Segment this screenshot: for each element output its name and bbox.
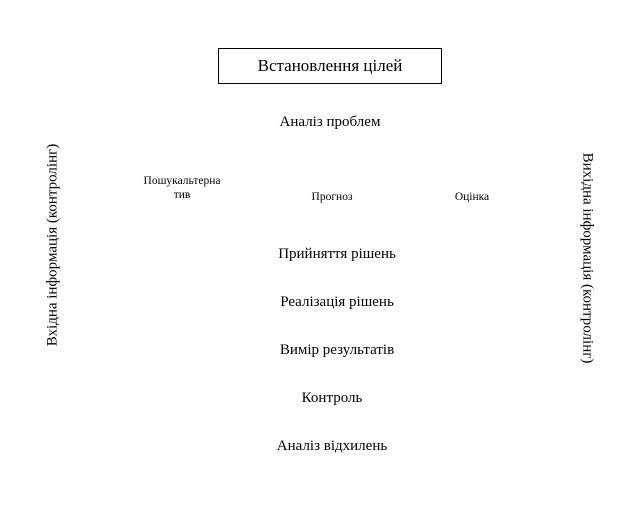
input-information-label: Вхідна інформація (контролінг) [44,143,61,347]
measurement-label: Вимір результатів [279,342,395,358]
decision-making-label: Прийняття рішень [278,246,396,262]
control-label: Контроль [301,390,363,406]
forecast-label: Прогноз [311,191,353,203]
output-information-label: Вихідна інформація (контролінг) [579,152,596,364]
alternatives-search-line1: Пошукальтерна [143,175,221,187]
implementation-label: Реалізація рішень [280,294,394,310]
problem-analysis-label: Аналіз проблем [279,114,381,130]
alternatives-search-label [144,174,221,202]
alternatives-search-line2: тив [173,189,191,201]
goal-setting-box [218,48,442,84]
deviation-analysis-label: Аналіз відхилень [276,438,388,454]
goal-setting-label: Встановлення цілей [257,56,403,75]
evaluation-label: Оцінка [454,191,490,203]
